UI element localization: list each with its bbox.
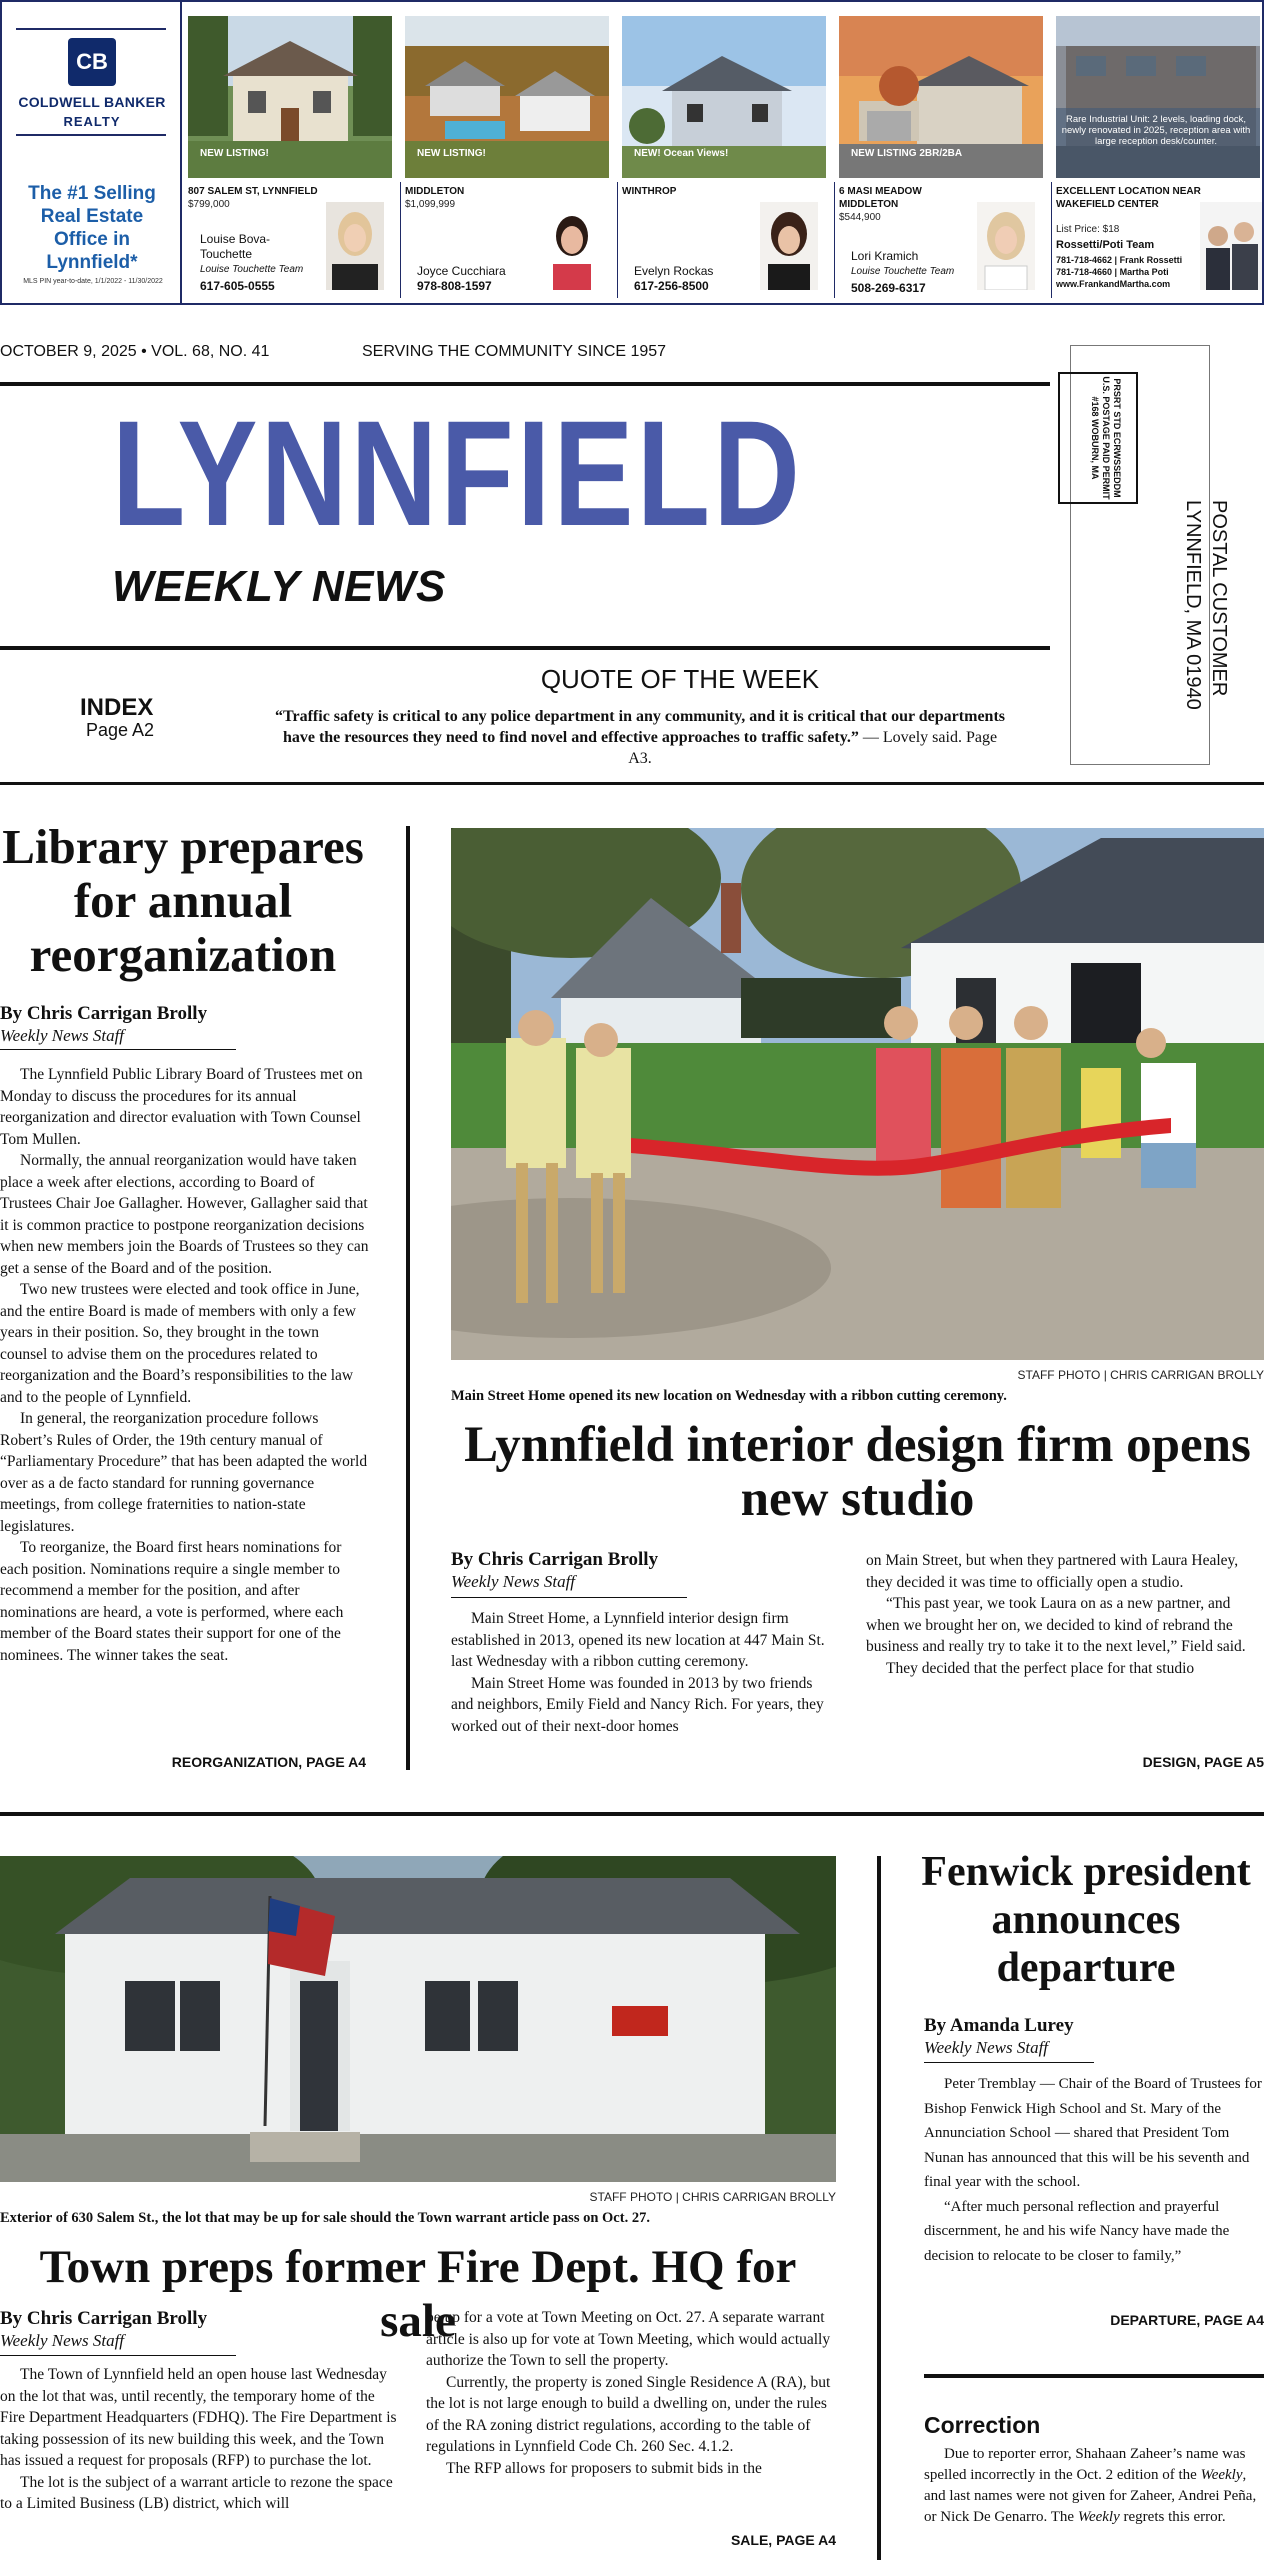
- divider: [924, 2062, 1094, 2063]
- listing-address: 6 MASI MEADOW MIDDLETON: [839, 186, 922, 210]
- agent-name: Joyce Cucchiara: [417, 264, 506, 278]
- agent-portrait: [760, 202, 818, 290]
- paragraph: be up for a vote at Town Meeting on Oct. 27. A separate warrant article is also up for vote at Town Meeting, which would actually authorize the Town to sell the property.: [426, 2309, 831, 2369]
- listing-card[interactable]: [1054, 2, 1264, 303]
- listing-card[interactable]: [403, 2, 620, 303]
- listing-badge: NEW LISTING 2BR/2BA: [851, 148, 963, 159]
- photo-credit: STAFF PHOTO | CHRIS CARRIGAN BROLLY: [589, 2190, 836, 2204]
- divider: [0, 382, 1050, 386]
- byline: By Amanda Lurey: [924, 2015, 1074, 2036]
- paragraph: Normally, the annual reorganization would have taken place a week after elections, according to Board of Trustees Chair Joe Gallagher. However, Gallagher said that it is common practice to postpone reorganization decisions when new members join the Boards of Trustees so they can get a sense of the Board and of the position.: [0, 1152, 369, 1277]
- byline: By Chris Carrigan Brolly: [0, 2308, 208, 2329]
- paragraph: They decided that the perfect place for that studio: [886, 1659, 1195, 1677]
- index-label: INDEX: [80, 694, 154, 721]
- paragraph: The Lynnfield Public Library Board of Trustees met on Monday to discuss the procedures for its annual reorganization and director evaluation with Town Counsel Tom Mullen.: [0, 1066, 363, 1148]
- listing-price: $544,900: [839, 212, 881, 223]
- divider: [1051, 182, 1052, 298]
- postage-permit: PRSRT STD ECRWSSEDDM U.S. POSTAGE PAID PERMIT #168 WOBURN, MA: [1058, 372, 1138, 504]
- jump-link-fire-hq[interactable]: SALE, PAGE A4: [730, 2532, 836, 2548]
- paragraph: The lot is the subject of a warrant article to rezone the space to a Limited Business (LB) district, which will: [0, 2473, 393, 2512]
- listing-description: Rare Industrial Unit: 2 levels, loading dock, newly renovated in 2025, reception area with large reception desk/counter.: [1061, 114, 1251, 147]
- listing-price: $799,000: [188, 199, 230, 210]
- headline-fire-hq[interactable]: Town preps former Fire Dept. HQ for sale: [39, 2241, 797, 2347]
- ribbon-cutting-photo: [451, 828, 1264, 1360]
- byline: By Chris Carrigan Brolly: [451, 1549, 659, 1570]
- agent-phone[interactable]: 781-718-4662 | Frank Rossetti 781-718-4660 | Martha Poti www.FrankandMartha.com: [1056, 255, 1183, 289]
- article-body-fire-col2: [426, 2307, 836, 2479]
- brand-panel: [2, 2, 182, 303]
- agent-phone[interactable]: 508-269-6317: [851, 281, 926, 295]
- jump-link-library[interactable]: REORGANIZATION, PAGE A4: [171, 1754, 366, 1770]
- brand-subname: REALTY: [63, 114, 121, 129]
- listing-price: List Price: $18: [1056, 224, 1120, 235]
- paragraph: To reorganize, the Board first hears nominations for each position. Nominations require a single member to recommend a member for the position, and after nominations are heard, a vote is performed, where each member of the Board states their support for one of the nominees. The winner takes the seat.: [0, 1539, 344, 1664]
- correction-text: Due to reporter error, Shahaan Zaheer’s name was spelled incorrectly in the Oct. 2 edition of the: [924, 2446, 1246, 2483]
- article-body-library: [0, 1064, 370, 1666]
- brand-tagline: The #1 Selling Real Estate Office in Lynnfield*: [28, 183, 156, 273]
- paragraph: Currently, the property is zoned Single Residence A (RA), but the lot is not large enough to build a dwelling on, under the rules of the RA zoning district regulations, according to the table of regulations in Lynnfield Code Ch. 260 Sec. 4.1.2.: [426, 2373, 831, 2455]
- listing-badge: NEW LISTING!: [417, 148, 486, 159]
- quote-text: “Traffic safety is critical to any police department in any community, and it is critical that our departments have the resources they need to find novel and effective approaches to traffic safety.”: [275, 708, 1005, 746]
- agent-name: Lori Kramich: [851, 249, 919, 263]
- byline-staff: Weekly News Staff: [451, 1572, 576, 1591]
- divider: [16, 134, 166, 136]
- byline-staff: Weekly News Staff: [924, 2038, 1049, 2057]
- agent-portrait: [977, 202, 1035, 290]
- jump-link-design[interactable]: DESIGN, PAGE A5: [1142, 1754, 1264, 1770]
- article-body-fenwick: [924, 2072, 1264, 2268]
- divider: [617, 182, 618, 298]
- agent-team: Louise Touchette Team: [200, 264, 304, 275]
- postal-address: [1180, 500, 1232, 710]
- listing-photo: [1056, 16, 1260, 178]
- listing-card[interactable]: [620, 2, 837, 303]
- column-divider: [406, 826, 410, 1770]
- divider: [400, 182, 401, 298]
- agent-name: Louise Bova-Touchette: [200, 232, 271, 261]
- divider: [0, 1812, 1264, 1816]
- postal-city: LYNNFIELD, MA 01940: [1182, 500, 1204, 710]
- divider: [451, 1597, 687, 1598]
- paragraph: on Main Street, but when they partnered with Laura Healey, they decided it was time to officially open a studio.: [866, 1552, 1239, 1591]
- correction-body: [924, 2444, 1264, 2528]
- quote-attribution: — Lovely said. Page A3.: [628, 729, 998, 767]
- agent-portrait: [326, 202, 384, 290]
- byline: By Chris Carrigan Brolly: [0, 1003, 208, 1024]
- paragraph: In general, the reorganization procedure follows Robert’s Rules of Order, the 19th century manual of “Parliamentary Procedure” that has been adapted the world over as a de facto standard for running governance meetings, from college fraternities to nation-state legislatures.: [0, 1410, 368, 1535]
- paragraph: Main Street Home, a Lynnfield interior design firm established in 2013, opened its new location at 447 Main St. last Wednesday with a ribbon cutting ceremony.: [451, 1610, 825, 1670]
- listing-card[interactable]: [837, 2, 1054, 303]
- headline-library[interactable]: Library prepares for annual reorganization: [2, 819, 364, 982]
- dateline: OCTOBER 9, 2025 • VOL. 68, NO. 41: [0, 343, 270, 360]
- divider: [0, 1049, 236, 1050]
- quote-of-week-title: QUOTE OF THE WEEK: [540, 664, 820, 694]
- photo-credit: STAFF PHOTO | CHRIS CARRIGAN BROLLY: [1017, 1368, 1264, 1382]
- correction-text: regrets this error.: [1119, 2509, 1226, 2525]
- fire-hq-photo: [0, 1856, 836, 2182]
- photo-caption: Exterior of 630 Salem St., the lot that may be up for sale should the Town warrant article pass on Oct. 27.: [0, 2210, 650, 2226]
- paragraph: Two new trustees were elected and took office in June, and the entire Board is made of members with only a few years in their position. So, they brought in the town counsel to advise them on the procedures related to reorganization and the Board’s responsibilities to the law and to the people of Lynnfield.: [0, 1281, 360, 1406]
- agent-portrait: [543, 202, 601, 290]
- byline-staff: Weekly News Staff: [0, 1026, 125, 1045]
- paragraph: “This past year, we took Laura on as a new partner, and when we brought her on, we decided to kind of rebrand the business and really try to take it to the next level,” Field said.: [866, 1595, 1246, 1655]
- photo-caption: Main Street Home opened its new location on Wednesday with a ribbon cutting ceremony.: [451, 1388, 1007, 1404]
- divider: [0, 782, 1264, 785]
- agent-phone[interactable]: 617-605-0555: [200, 279, 275, 293]
- article-body-design-col1: [451, 1608, 831, 1737]
- paragraph: “After much personal reflection and prayerful discernment, he and his wife Nancy have made the decision to relocate to be closer to family,”: [924, 2198, 1230, 2264]
- divider: [0, 646, 1050, 650]
- listing-card[interactable]: [186, 2, 403, 303]
- jump-link-fenwick[interactable]: DEPARTURE, PAGE A4: [1110, 2312, 1264, 2328]
- agent-team: Louise Touchette Team: [851, 266, 955, 277]
- realty-ad-banner[interactable]: [0, 0, 1264, 305]
- correction-text: Weekly: [1200, 2467, 1243, 2483]
- divider: [0, 2355, 236, 2356]
- listing-badge: NEW! Ocean Views!: [634, 148, 729, 159]
- correction-text: , and last names were not given for Zaheer, Andrei Peña, or Nick De Genarro. The: [924, 2467, 1257, 2525]
- agent-phone[interactable]: 978-808-1597: [417, 279, 492, 293]
- agent-portrait: [1200, 202, 1262, 290]
- article-body-fire-col1: [0, 2364, 402, 2515]
- serving-line: SERVING THE COMMUNITY SINCE 1957: [362, 343, 667, 360]
- listing-address: MIDDLETON: [405, 186, 465, 197]
- newspaper-subtitle: WEEKLY NEWS: [112, 562, 446, 611]
- correction-title: Correction: [924, 2412, 1041, 2438]
- correction-text: Weekly: [1077, 2509, 1120, 2525]
- brand-name: COLDWELL BANKER: [18, 94, 166, 110]
- divider: [16, 28, 166, 30]
- agent-name: Evelyn Rockas: [634, 264, 714, 278]
- listing-badge: NEW LISTING!: [200, 148, 269, 159]
- listing-price: $1,099,999: [405, 199, 456, 210]
- column-divider: [877, 1856, 881, 2560]
- headline-design[interactable]: Lynnfield interior design firm opens new studio: [464, 1417, 1251, 1527]
- byline-staff: Weekly News Staff: [0, 2331, 125, 2350]
- agent-phone[interactable]: 617-256-8500: [634, 279, 709, 293]
- article-body-design-col2: [866, 1550, 1264, 1679]
- listing-address: EXCELLENT LOCATION NEAR WAKEFIELD CENTER: [1056, 186, 1201, 210]
- paragraph: Peter Tremblay — Chair of the Board of Trustees for Bishop Fenwick High School and St. Mary of the Annunciation School — shared that President Tom Nunan has announced that this will be his seventh and final year with the school.: [924, 2076, 1262, 2190]
- newspaper-title: LYNNFIELD: [112, 389, 804, 557]
- paragraph: The RFP allows for proposers to submit bids in the: [446, 2459, 762, 2477]
- agent-name: Rossetti/Poti Team: [1056, 239, 1155, 251]
- postal-recipient: POSTAL CUSTOMER: [1208, 500, 1230, 697]
- listing-address: WINTHROP: [622, 186, 677, 197]
- paragraph: Main Street Home was founded in 2013 by two friends and neighbors, Emily Field and Nancy Rich. For years, they worked out of their next-door homes: [451, 1674, 824, 1735]
- divider: [834, 182, 835, 298]
- index-page[interactable]: Page A2: [86, 720, 155, 740]
- listing-address: 807 SALEM ST, LYNNFIELD: [188, 186, 318, 197]
- divider: [924, 2374, 1264, 2378]
- quote-of-week-text: [270, 706, 1010, 769]
- paragraph: The Town of Lynnfield held an open house last Wednesday on the lot that was, until recently, the temporary home of the Fire Department Headquarters (FDHQ). The Fire Department is taking possession of its new building this week, and the Town has issued a request for proposals (RFP) to purchase the lot.: [0, 2366, 397, 2469]
- brand-logo: CB: [68, 38, 116, 86]
- fine-print: MLS PIN year-to-date, 1/1/2022 - 11/30/2022: [23, 278, 163, 285]
- headline-fenwick[interactable]: Fenwick president announces departure: [921, 1849, 1251, 1991]
